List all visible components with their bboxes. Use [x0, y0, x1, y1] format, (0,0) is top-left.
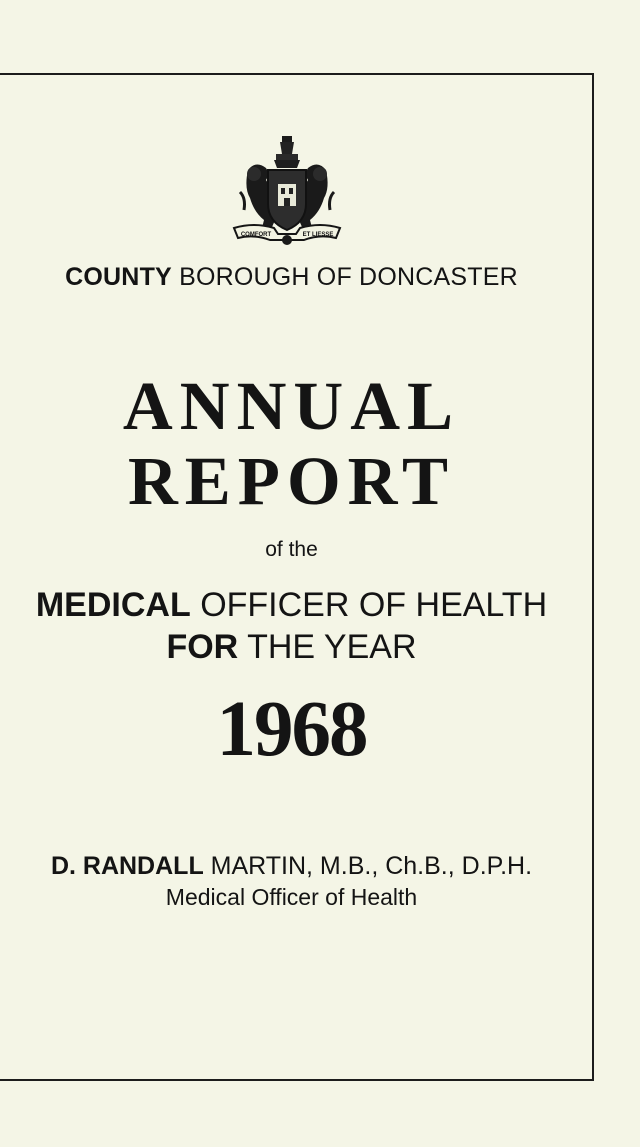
author-name: D. RANDALL MARTIN, M.B., Ch.B., D.P.H.	[50, 852, 533, 880]
officer-heading: MEDICAL OFFICER OF HEALTH	[35, 586, 548, 624]
author-role: Medical Officer of Health	[165, 884, 418, 910]
of-the-text: of the	[265, 538, 318, 561]
report-year: 1968	[216, 686, 367, 773]
motto-left: COMFORT	[240, 232, 272, 238]
title-report: REPORT	[127, 443, 456, 519]
for-the-year-heading: FOR THE YEAR	[166, 628, 417, 666]
coat-of-arms-icon	[228, 132, 346, 250]
motto-right: ET LIESSE	[302, 232, 334, 238]
borough-heading: COUNTY BOROUGH OF DONCASTER	[65, 263, 518, 291]
title-annual: ANNUAL	[122, 368, 461, 444]
